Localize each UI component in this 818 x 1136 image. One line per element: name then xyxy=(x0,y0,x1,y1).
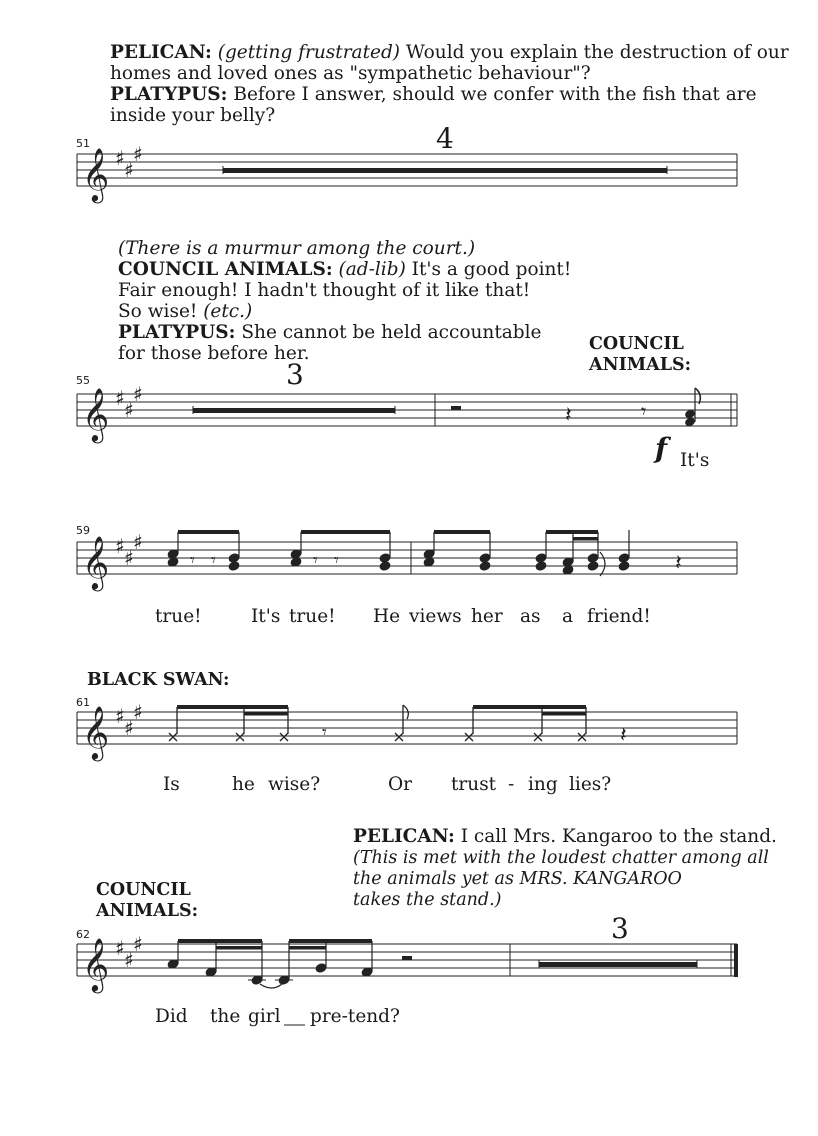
sharp-icon: ♯ xyxy=(124,398,134,422)
treble-clef-icon: 𝄞 xyxy=(82,387,110,441)
dialogue-line xyxy=(353,826,777,847)
dialogue-line xyxy=(118,322,542,343)
staff-system-1 xyxy=(0,122,818,220)
sharp-icon: ♯ xyxy=(124,716,134,740)
x-notes xyxy=(169,705,627,748)
treble-clef-icon: 𝄞 xyxy=(82,705,110,759)
lyric-syllable: Did xyxy=(155,1006,188,1027)
lyric-syllable: true! xyxy=(289,606,336,627)
singer-label: BLACK SWAN: xyxy=(87,670,230,690)
lyric-syllable: - xyxy=(508,774,515,795)
lyric-syllable: It's xyxy=(680,450,710,471)
speaker-name: PELICAN: xyxy=(353,826,455,847)
sharp-icon: ♯ xyxy=(115,936,125,960)
lyric-syllable: lies? xyxy=(569,774,612,795)
eighth-rest-icon: 𝄾 xyxy=(641,399,647,423)
svg-text:𝄾: 𝄾 xyxy=(322,722,327,743)
stage-direction: (There is a murmur among the court.) xyxy=(118,238,476,259)
notes-group xyxy=(167,530,682,576)
lyric-syllable: trust xyxy=(451,774,497,795)
sharp-icon: ♯ xyxy=(133,932,143,956)
multirest-bar xyxy=(193,408,395,413)
staff-1-svg xyxy=(0,130,818,220)
lyric-syllable: Or xyxy=(388,774,413,795)
dialogue-line xyxy=(110,42,789,63)
speaker-name: COUNCIL ANIMALS: xyxy=(118,259,333,280)
lyric-syllable: He xyxy=(373,606,401,627)
dialogue-text: Would you explain the destruction of our xyxy=(400,42,789,63)
stage-direction: (getting frustrated) xyxy=(217,42,401,63)
dynamic-marking: f xyxy=(655,432,668,465)
staff-system-3 xyxy=(0,518,818,638)
dialogue-line: inside your belly? xyxy=(110,105,276,126)
multirest-count: 3 xyxy=(611,912,629,945)
singer-label: ANIMALS: xyxy=(96,901,199,921)
svg-text:𝄾: 𝄾 xyxy=(211,550,216,571)
lyric-syllable: friend! xyxy=(587,606,651,627)
dialogue-line xyxy=(118,301,252,322)
lyric-syllable: ing xyxy=(528,774,558,795)
lyric-syllable: Is xyxy=(163,774,180,795)
sharp-icon: ♯ xyxy=(124,948,134,972)
lyric-syllable: wise? xyxy=(268,774,321,795)
lyric-syllable: It's xyxy=(251,606,281,627)
dialogue-text: Before I answer, should we confer with the fish that are xyxy=(227,84,757,105)
lyric-syllable: the xyxy=(210,1006,241,1027)
sharp-icon: ♯ xyxy=(133,530,143,554)
speaker-name: PLATYPUS: xyxy=(110,84,228,105)
dialogue-line: homes and loved ones as "sympathetic behaviour"? xyxy=(110,63,591,84)
staff-system-4 xyxy=(0,688,818,808)
measure-number: 51 xyxy=(76,137,90,150)
singer-label: COUNCIL xyxy=(589,334,684,354)
svg-text:𝄾: 𝄾 xyxy=(313,550,318,571)
dialogue-line: Fair enough! I hadn't thought of it like that! xyxy=(118,280,531,301)
lyric-syllable: girl xyxy=(248,1006,281,1027)
staff-system-5 xyxy=(0,912,818,1040)
sharp-icon: ♯ xyxy=(115,704,125,728)
svg-text:𝄽: 𝄽 xyxy=(675,551,682,576)
measure-number: 55 xyxy=(76,374,90,387)
lyric-syllable: pre-tend? xyxy=(310,1006,400,1027)
speaker-name: PELICAN: xyxy=(110,42,212,63)
measure-number: 59 xyxy=(76,524,90,537)
sharp-icon: ♯ xyxy=(115,146,125,170)
lyric-syllable: her xyxy=(471,606,503,627)
speaker-name: PLATYPUS: xyxy=(118,322,236,343)
multirest-bar xyxy=(223,168,667,173)
sharp-icon: ♯ xyxy=(133,382,143,406)
singer-label: ANIMALS: xyxy=(589,355,692,375)
measure-number: 61 xyxy=(76,696,90,709)
treble-clef-icon: 𝄞 xyxy=(82,147,110,201)
dialogue-line: for those before her. xyxy=(118,343,310,364)
staff-2-svg xyxy=(0,370,818,480)
dialogue-line xyxy=(110,84,757,105)
sharp-icon: ♯ xyxy=(133,700,143,724)
treble-clef-icon: 𝄞 xyxy=(82,937,110,991)
stage-direction: (This is met with the loudest chatter among all xyxy=(353,848,769,868)
quarter-rest-icon: 𝄽 xyxy=(565,403,572,428)
dialogue-text: So wise! xyxy=(118,301,204,322)
lyric-syllable: he xyxy=(232,774,255,795)
dialogue-line xyxy=(118,259,571,280)
sharp-icon: ♯ xyxy=(124,158,134,182)
sharp-icon: ♯ xyxy=(115,534,125,558)
lyric-syllable: true! xyxy=(155,606,202,627)
sharp-icon: ♯ xyxy=(133,142,143,166)
svg-text:𝄾: 𝄾 xyxy=(190,550,195,571)
stage-direction: the animals yet as MRS. KANGAROO xyxy=(353,869,682,889)
multirest-count: 4 xyxy=(436,122,454,155)
dialogue-text: I call Mrs. Kangaroo to the stand. xyxy=(454,826,777,847)
treble-clef-icon: 𝄞 xyxy=(82,535,110,589)
half-rest xyxy=(451,406,461,410)
lyric-syllable: a xyxy=(562,606,574,627)
sharp-icon: ♯ xyxy=(115,386,125,410)
lyric-syllable: as xyxy=(520,606,541,627)
measure-number: 62 xyxy=(76,928,90,941)
dialogue-text: She cannot be held accountable xyxy=(235,322,542,343)
dialogue-text: It's a good point! xyxy=(405,259,572,280)
stage-direction: takes the stand.) xyxy=(353,890,502,910)
stage-direction: (etc.) xyxy=(203,301,253,322)
singer-label: COUNCIL xyxy=(96,880,191,900)
stage-direction: (ad-lib) xyxy=(338,259,406,280)
sharp-icon: ♯ xyxy=(124,546,134,570)
svg-text:𝄾: 𝄾 xyxy=(334,550,339,571)
melisma-line xyxy=(0,920,818,1040)
multirest-count: 3 xyxy=(286,358,304,391)
svg-text:𝄽: 𝄽 xyxy=(620,723,627,748)
lyric-syllable: views xyxy=(409,606,462,627)
